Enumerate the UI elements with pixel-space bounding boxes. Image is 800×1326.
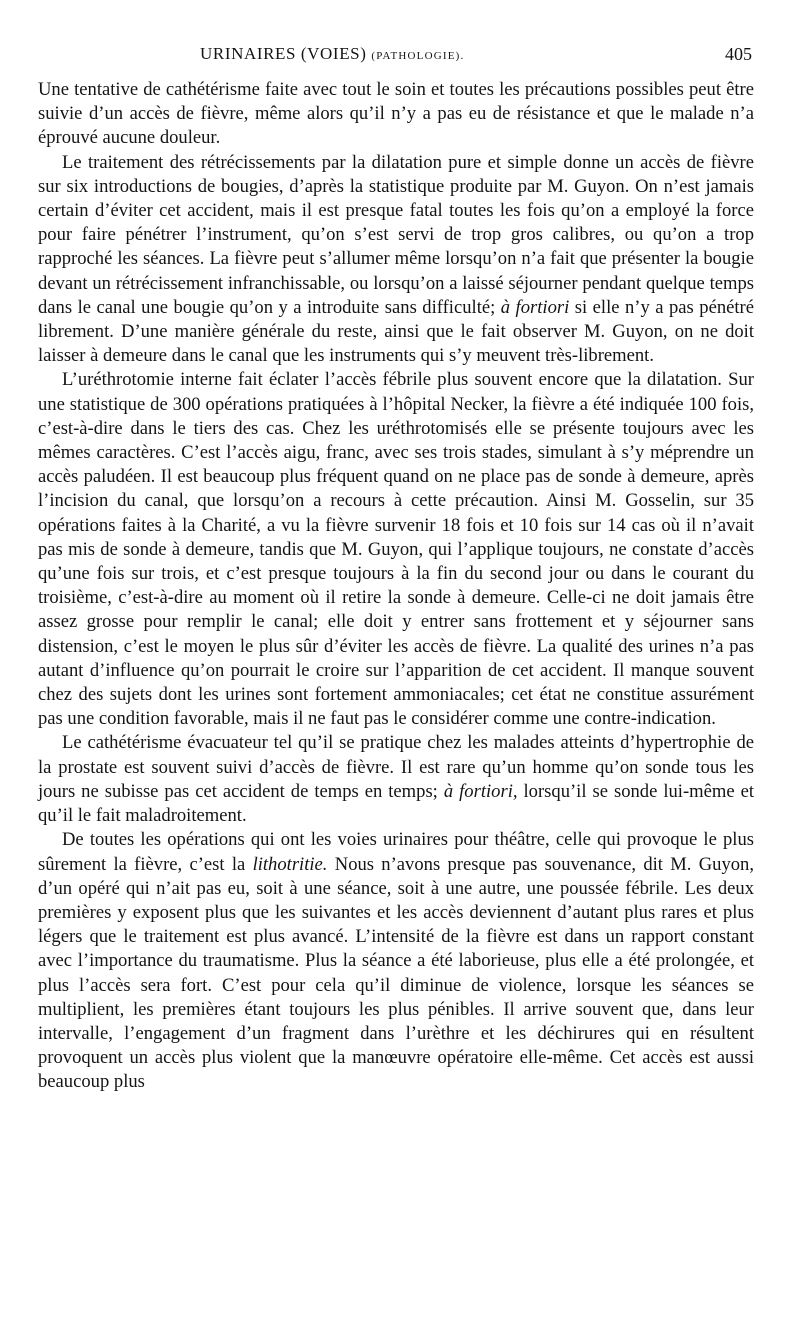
paragraph-text: Une tentative de cathétérisme faite avec tout le soin et toutes les précautions possibles peut être suivie d’un accès de fièvre, même alors qu’il n’y a pas eu de résistance et que le malade n’a éprouvé aucune douleur. xyxy=(38,79,754,149)
page-number: 405 xyxy=(725,44,752,64)
running-title-text: URINAIRES (VOIES) xyxy=(200,44,367,63)
running-subtitle: (PATHOLOGIE). xyxy=(371,50,465,62)
paragraph-text: Nous n’avons presque pas souvenance, dit M. Guyon, d’un opéré qui n’ait pas eu, soit à une séance, soit à une autre, une poussée fébrile. Les deux premières y exposent plus que les suivantes et les accès deviennent d’autant plus rares et plus légers que le traitement est plus avancé. L’intensité de la fièvre est dans un rapport constant avec l’importance du traumatisme. Plus la séance a été laborieuse, plus elle a été prolongée, et plus l’accès sera fort. C’est pour cela qu’il diminue de violence, lorsque les séances se multiplient, les premières étant toujours les plus pénibles. Il arrive souvent que, dans leur intervalle, l’engagement d’un fragment dans l’urèthre et les déchirures qui en résultent provoquent un accès plus violent que la manœuvre opératoire elle-même. Cet accès est aussi beaucoup plus xyxy=(38,853,754,1093)
paragraph xyxy=(38,731,754,828)
paragraph-text: si elle n’y a pas pénétré librement. D’une manière générale du reste, ainsi que le fait observer M. Guyon, on ne doit laisser à demeure dans le canal que les instruments qui s’y meuvent très-librement. xyxy=(38,296,754,367)
running-title xyxy=(200,44,464,64)
paragraph-text: De toutes les opérations qui ont les voies urinaires pour théâtre, celle qui provoque le plus sûrement la fièvre, c’est la xyxy=(38,829,754,875)
paragraph xyxy=(38,828,754,1094)
paragraph-text: Le traitement des rétrécissements par la dilatation pure et simple donne un accès de fièvre sur six introductions de bougies, d’après la statistique produite par M. Guyon. On n’est jamais certain d’éviter cet accident, mais il est presque fatal toutes les fois qu’on a employé la force pour faire pénétrer l’instrument, qu’on s’est servi de trop gros calibres, ou qu’on a trop rapproché les séances. La fièvre peut s’allumer même lorsqu’on n’a fait que présenter la bougie devant un rétrécissement infranchissable, ou lorsqu’on a laissé séjourner pendant quelque temps dans le canal une bougie qu’on y a introduite sans difficulté; xyxy=(38,151,754,318)
italic-term: à fortiori xyxy=(500,296,570,318)
paragraph xyxy=(38,368,754,731)
body-text xyxy=(38,78,754,1095)
paragraph-text: Le cathétérisme évacuateur tel qu’il se pratique chez les malades atteints d’hypertrophie de la prostate est souvent suivi d’accès de fièvre. Il est rare qu’un homme qu’on sonde tous les jours ne subisse pas cet accident de temps en temps; xyxy=(38,732,754,802)
italic-term: à fortiori, xyxy=(443,780,518,802)
paragraph-text: L’uréthrotomie interne fait éclater l’accès fébrile plus souvent encore que la dilatation. Sur une statistique de 300 opérations pratiquées à l’hôpital Necker, la fièvre a été indiquée 100 fois, c’est-à-dire dans le tiers des cas. Chez les uréthrotomisés elle se présente toujours avec les mêmes caractères. C’est l’accès aigu, franc, avec ses trois stades, simulant à s’y méprendre un accès paludéen. Il est beaucoup plus fréquent quand on ne place pas de sonde à demeure, après l’incision du canal, que lorsqu’on a recours à cette précaution. Ainsi M. Gosselin, sur 35 opérations faites à la Charité, a vu la fièvre survenir 18 fois et 10 fois sur 14 cas où il n’avait pas mis de sonde à demeure, tandis que M. Guyon, qui l’applique toujours, ne constate d’accès qu’une fois sur trois, et c’est presque toujours à la fin du second jour ou dans le courant du troisième, c’est-à-dire au moment où il retire la sonde à demeure. Celle-ci ne doit jamais être assez grosse pour remplir le canal; elle doit y entrer sans frottement et y séjourner sans distension, c’est le moyen le plus sûr d’éviter les accès de fièvre. La qualité des urines n’a pas autant d’influence qu’on pourrait le croire sur l’apparition de cet accident. Il manque souvent chez des sujets dont les urines sont fortement ammoniacales; cet état ne constitue assurément pas une condition favorable, mais il ne faut pas le considérer comme une contre-indication. xyxy=(38,369,754,730)
paragraph-text: lorsqu’il se sonde lui-même et qu’il le fait maladroitement. xyxy=(38,780,755,827)
paragraph xyxy=(38,78,754,151)
paragraph xyxy=(38,151,754,369)
italic-term: lithotritie. xyxy=(252,853,328,875)
running-header xyxy=(200,44,752,68)
